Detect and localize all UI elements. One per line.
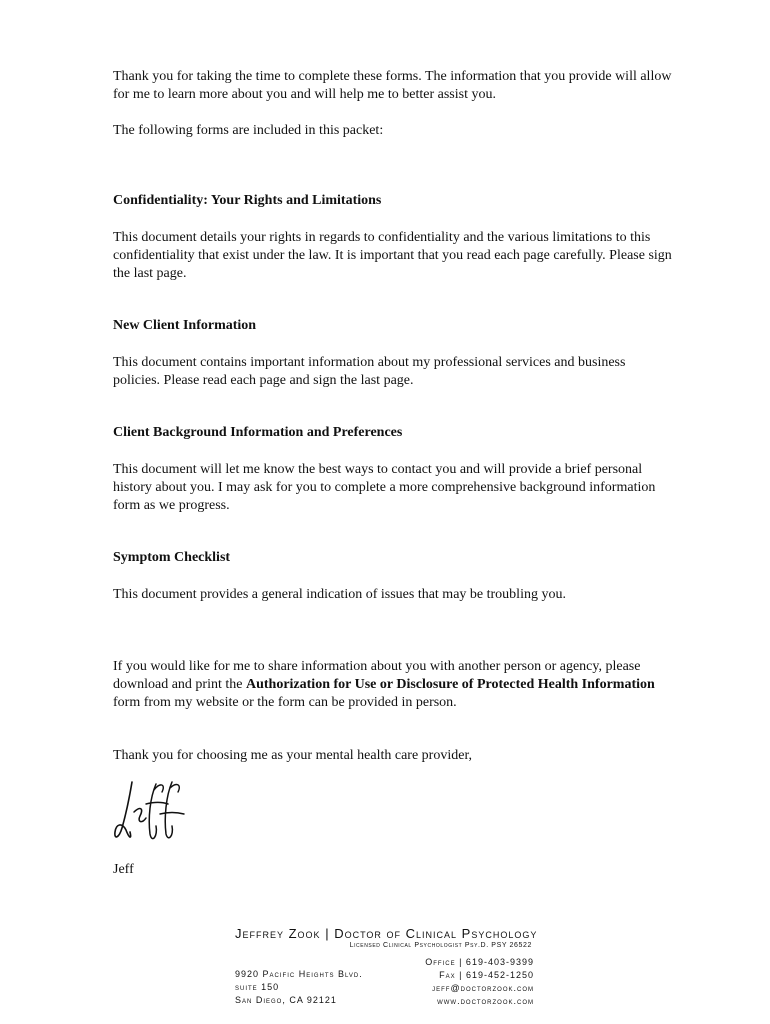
footer-name: Jeffrey Zook: [235, 926, 321, 941]
section-title-background: Client Background Information and Preferences: [113, 425, 403, 440]
section-body-symptom: This document provides a general indication of issues that may be troubling you.: [113, 587, 566, 602]
footer-website-link[interactable]: www.doctorzook.com: [437, 996, 534, 1006]
section-body-new-client: This document contains important information about my professional services and business policies. Please read each page and sign the last page.: [113, 355, 626, 388]
section-body-background: This document will let me know the best ways to contact you and will provide a brief personal history about you. I may ask for you to complete a more comprehensive background information form as we progress.: [113, 462, 656, 513]
footer-email-link[interactable]: jeff@doctorzook.com: [432, 983, 534, 993]
closing-line: Thank you for choosing me as your mental health care provider,: [113, 748, 473, 763]
forms-intro: The following forms are included in this packet:: [113, 123, 384, 138]
section-title-symptom: Symptom Checklist: [113, 550, 231, 565]
footer-office-phone: Office | 619-403-9399: [425, 957, 534, 967]
footer-fax: Fax | 619-452-1250: [439, 970, 534, 980]
footer-license: Licensed Clinical Psychologist Psy.D. PSY 26522: [349, 942, 532, 949]
section-title-new-client: New Client Information: [113, 318, 257, 333]
section-title-confidentiality: Confidentiality: Your Rights and Limitations: [113, 193, 382, 208]
footer-address-line1: 9920 Pacific Heights Blvd.: [235, 969, 363, 979]
section-body-confidentiality: This document details your rights in regards to confidentiality and the various limitations to this confidentiality that exist under the law. It is important that you read each page carefully. Please sign the last page.: [113, 230, 672, 281]
footer-name-line: [235, 926, 537, 941]
share-paragraph: [113, 658, 673, 712]
footer-address-line3: San Diego, CA 92121: [235, 995, 337, 1005]
footer-address-line2: suite 150: [235, 982, 280, 992]
intro-paragraph: Thank you for taking the time to complete these forms. The information that you provide will allow for me to learn more about you and will help me to better assist you.: [113, 69, 672, 102]
authorization-form-name: Authorization for Use or Disclosure of Protected Health Information: [245, 677, 655, 692]
signature-name: Jeff: [113, 862, 134, 877]
footer-separator: |: [325, 926, 330, 941]
footer-title: Doctor of Clinical Psychology: [334, 926, 538, 941]
share-text-after: form from my website or the form can be provided in person.: [113, 695, 457, 710]
share-text-before: If you would like for me to share information about you with another person or agency, please download and print the: [113, 659, 641, 692]
handwritten-signature: [110, 774, 190, 846]
